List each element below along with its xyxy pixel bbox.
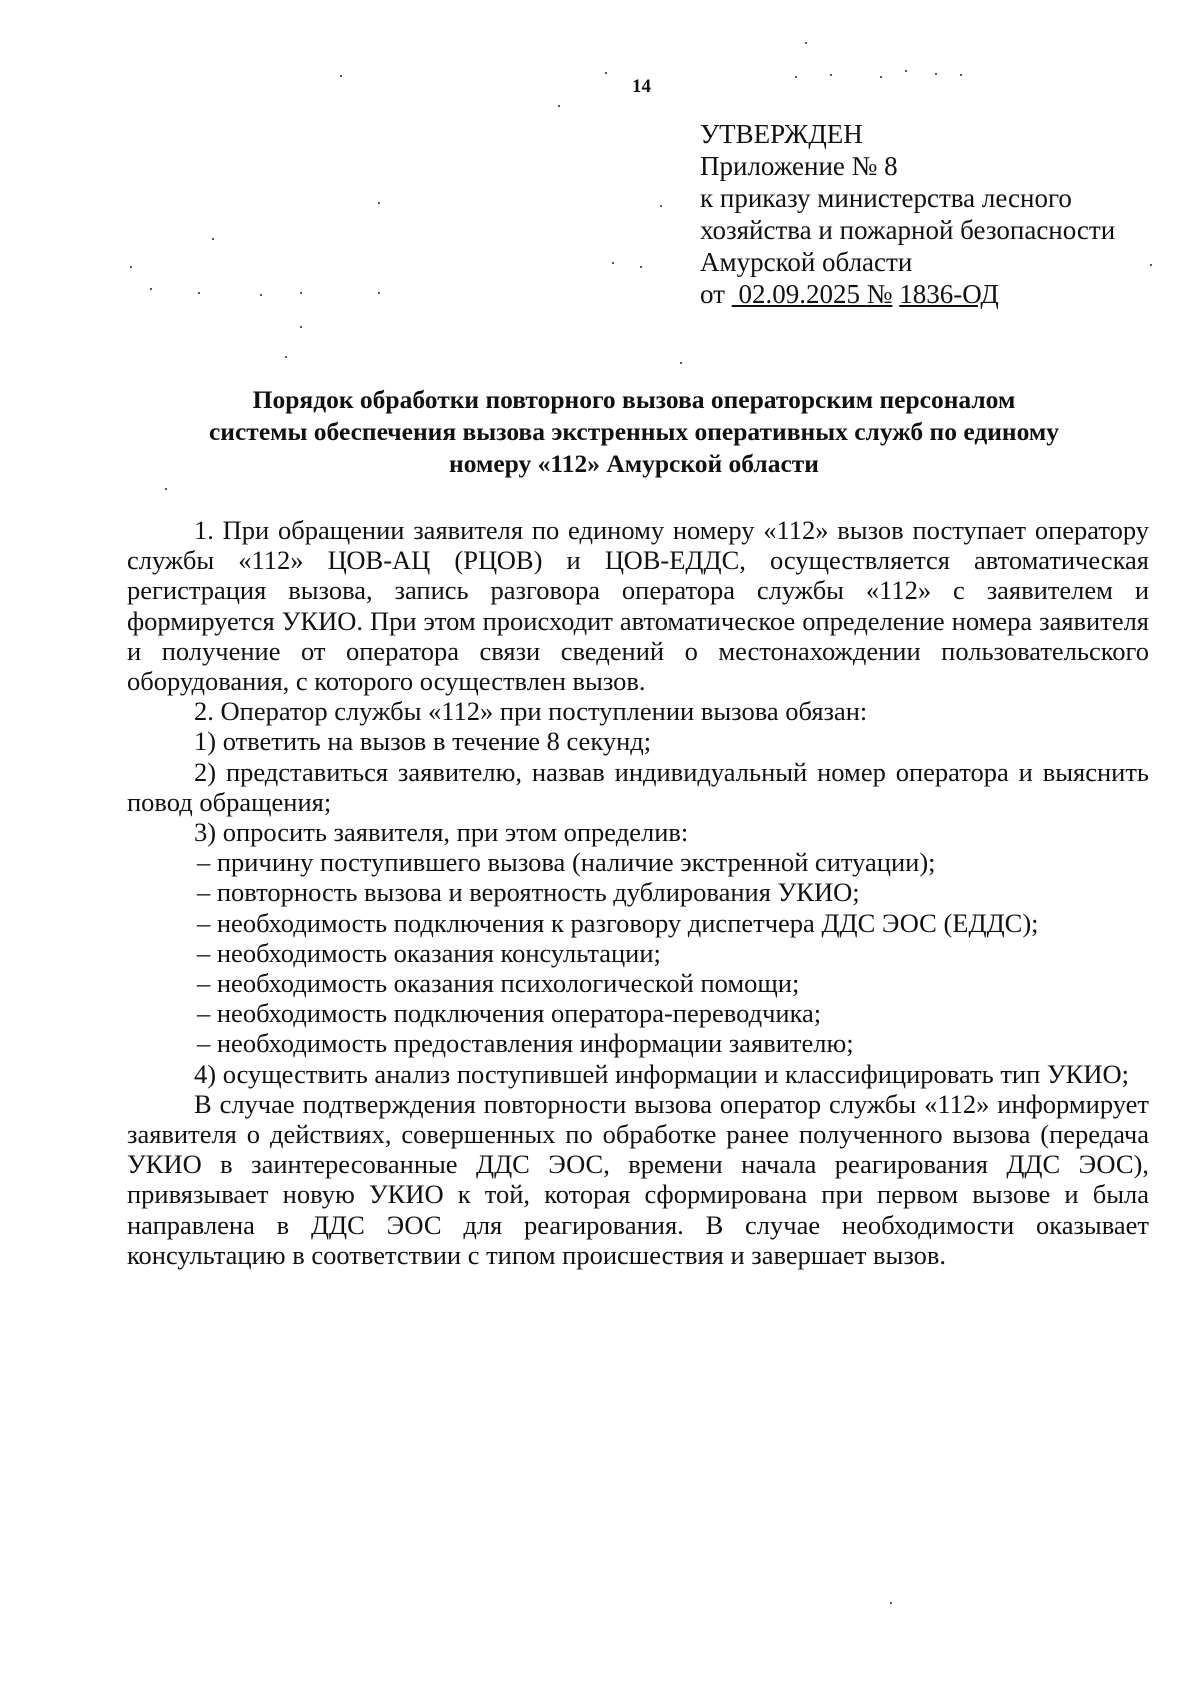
- list-item: – необходимость оказания психологической помощи;: [197, 968, 800, 999]
- scan-speck: [198, 292, 200, 294]
- scan-speck: [960, 74, 962, 76]
- scan-speck: [378, 202, 380, 204]
- approval-line-2: хозяйства и пожарной безопасности: [700, 215, 1116, 245]
- scan-speck: [640, 266, 642, 268]
- scan-speck: [890, 1602, 892, 1604]
- paragraph-7: В случае подтверждения повторности вызова оператор службы «112» информирует заявителя о действиях, совершенных по обработке ранее полученного вызова (передача УКИО в заинтересованные ДДС ЭОС, времени начала реагирования ДДС ЭОС), привязывает новую УКИО к той, которая сформирована при первом вызове и была направлена в ДДС ЭОС для реагирования. В случае необходимости оказывает консультацию в соответствии с типом происшествия и завершает вызов.: [127, 1088, 1149, 1270]
- scan-speck: [558, 105, 560, 107]
- approval-line-3: Амурской области: [700, 247, 913, 277]
- list-item: – необходимость предоставления информации заявителю;: [197, 1028, 854, 1059]
- scan-speck: [1150, 264, 1152, 266]
- scan-speck: [130, 266, 132, 268]
- approval-date: 02.09.2025: [738, 279, 860, 309]
- scan-speck: [880, 76, 882, 78]
- approval-status: УТВЕРЖДЕН: [700, 119, 863, 149]
- approval-appendix: Приложение № 8: [700, 151, 898, 181]
- scan-speck: [680, 362, 682, 364]
- paragraph-3: 1) ответить на вызов в течение 8 секунд;: [194, 726, 652, 757]
- page-number: 14: [632, 76, 651, 97]
- approval-number-prefix: №: [866, 279, 893, 309]
- scan-speck: [260, 294, 262, 296]
- list-item: – необходимость подключения оператора-переводчика;: [197, 998, 822, 1029]
- scan-speck: [212, 238, 214, 240]
- scan-speck: [605, 72, 607, 74]
- title-line-3: номеру «112» Амурской области: [449, 449, 819, 478]
- paragraph-2: 2. Оператор службы «112» при поступлении вызова обязан:: [194, 696, 868, 727]
- paragraph-4: 2) представиться заявителю, назвав индивидуальный номер оператора и выяснить повод обращения;: [127, 756, 1149, 817]
- scan-speck: [300, 292, 302, 294]
- scan-speck: [285, 356, 287, 358]
- scan-speck: [165, 488, 167, 490]
- scan-speck: [935, 73, 937, 75]
- scan-speck: [340, 75, 342, 77]
- approval-date-prefix: от: [700, 279, 725, 309]
- scan-speck: [300, 326, 302, 328]
- scan-speck: [795, 76, 797, 78]
- paragraph-5: 3) опросить заявителя, при этом определив:: [194, 817, 689, 848]
- title-line-2: системы обеспечения вызова экстренных оперативных служб по единому: [208, 417, 1060, 446]
- scan-speck: [805, 42, 807, 44]
- list-item: – повторность вызова и вероятность дублирования УКИО;: [197, 877, 860, 908]
- list-item: – необходимость подключения к разговору диспетчера ДДС ЭОС (ЕДДС);: [197, 907, 1039, 938]
- approval-stamp: [700, 118, 1115, 310]
- approval-number: 1836-ОД: [899, 279, 999, 309]
- list-item: – причину поступившего вызова (наличие экстренной ситуации);: [197, 847, 936, 878]
- scan-speck: [612, 262, 614, 264]
- scan-speck: [660, 205, 662, 207]
- scan-speck: [830, 74, 832, 76]
- approval-line-1: к приказу министерства лесного: [700, 183, 1072, 213]
- title-line-1: Порядок обработки повторного вызова операторским персоналом: [252, 385, 1016, 414]
- scan-speck: [150, 288, 152, 290]
- approval-date-line: [700, 278, 1115, 310]
- paragraph-1: 1. При обращении заявителя по единому номеру «112» вызов поступает оператору службы «112» ЦОВ-АЦ (РЦОВ) и ЦОВ-ЕДДС, осуществляется автоматическая регистрация вызова, запись разговора оператора службы «112» с заявителем и формируется УКИО. При этом происходит автоматическое определение номера заявителя и получение от оператора связи сведений о местонахождении пользовательского оборудования, с которого осуществлен вызов.: [127, 515, 1149, 697]
- paragraph-6: 4) осуществить анализ поступившей информации и классифицировать тип УКИО;: [194, 1058, 1129, 1089]
- scan-speck: [905, 70, 907, 72]
- scan-speck: [378, 292, 380, 294]
- document-title: [150, 384, 1118, 480]
- list-item: – необходимость оказания консультации;: [197, 937, 661, 968]
- document-body: [127, 515, 1149, 1270]
